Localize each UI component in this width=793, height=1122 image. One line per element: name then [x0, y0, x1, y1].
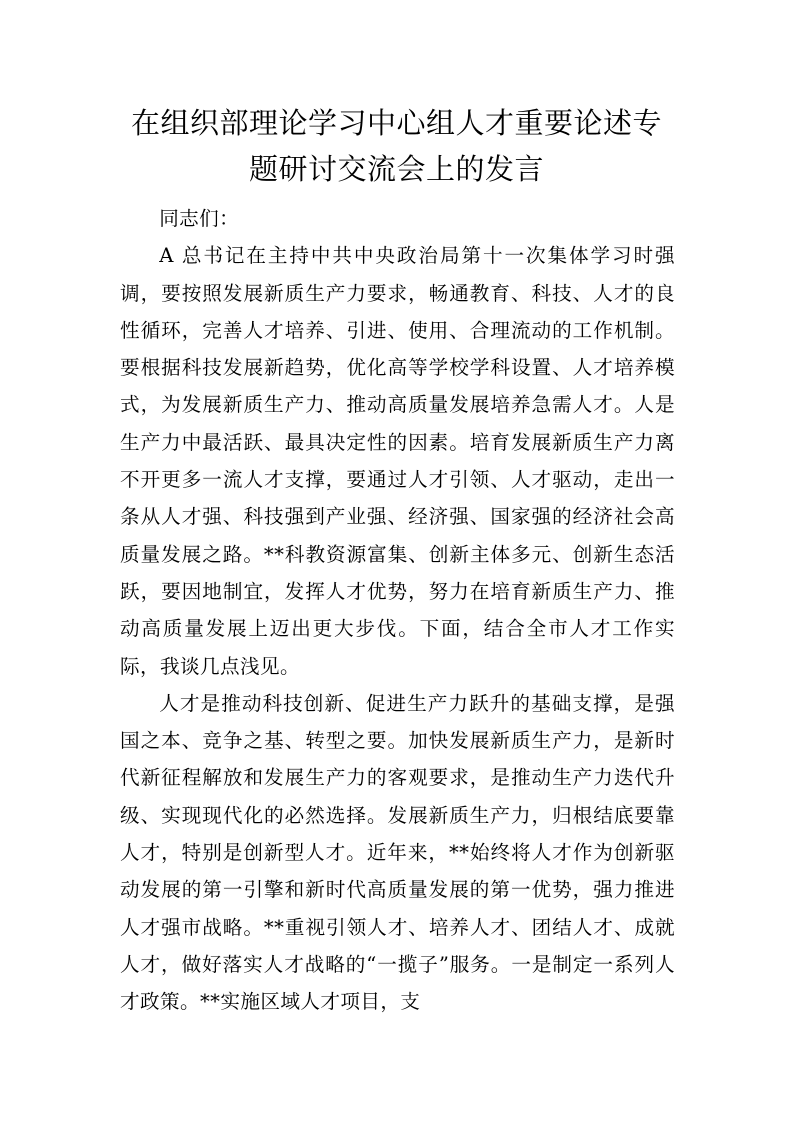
title-line-1: 在组织部理论学习中心组人才重要论述专: [130, 106, 662, 140]
document-title: [120, 100, 673, 192]
paragraph-1: A 总书记在主持中共中央政治局第十一次集体学习时强调，要按照发展新质生产力要求，畅通教育、科技、人才的良性循环，完善人才培养、引进、使用、合理流动的工作机制。要根据科技发展新趋势，优化高等学校学科设置、人才培养模式，为发展新质生产力、推动高质量发展培养急需人才。人是生产力中最活跃、最具决定性的因素。培育发展新质生产力离不开更多一流人才支撑，要通过人才引领、人才驱动，走出一条从人才强、科技强到产业强、经济强、国家强的经济社会高质量发展之路。**科教资源富集、创新主体多元、创新生态活跃，要因地制宜，发挥人才优势，努力在培育新质生产力、推动高质量发展上迈出更大步伐。下面，结合全市人才工作实际，我谈几点浅见。: [120, 244, 675, 678]
paragraph-2: 人才是推动科技创新、促进生产力跃升的基础支撑，是强国之本、竞争之基、转型之要。加快发展新质生产力，是新时代新征程解放和发展生产力的客观要求，是推动生产力迭代升级、实现现代化的必然选择。发展新质生产力，归根结底要靠人才，特别是创新型人才。近年来，**始终将人才作为创新驱动发展的第一引擎和新时代高质量发展的第一优势，强力推进人才强市战略。**重视引领人才、培养人才、团结人才、成就人才，做好落实人才战略的“一揽子”服务。一是制定一系列人才政策。**实施区域人才项目，支: [120, 691, 675, 1014]
document-body: [120, 200, 675, 1021]
salutation: 同志们：: [159, 207, 240, 230]
title-line-2: 题研讨交流会上的发言: [248, 152, 544, 186]
